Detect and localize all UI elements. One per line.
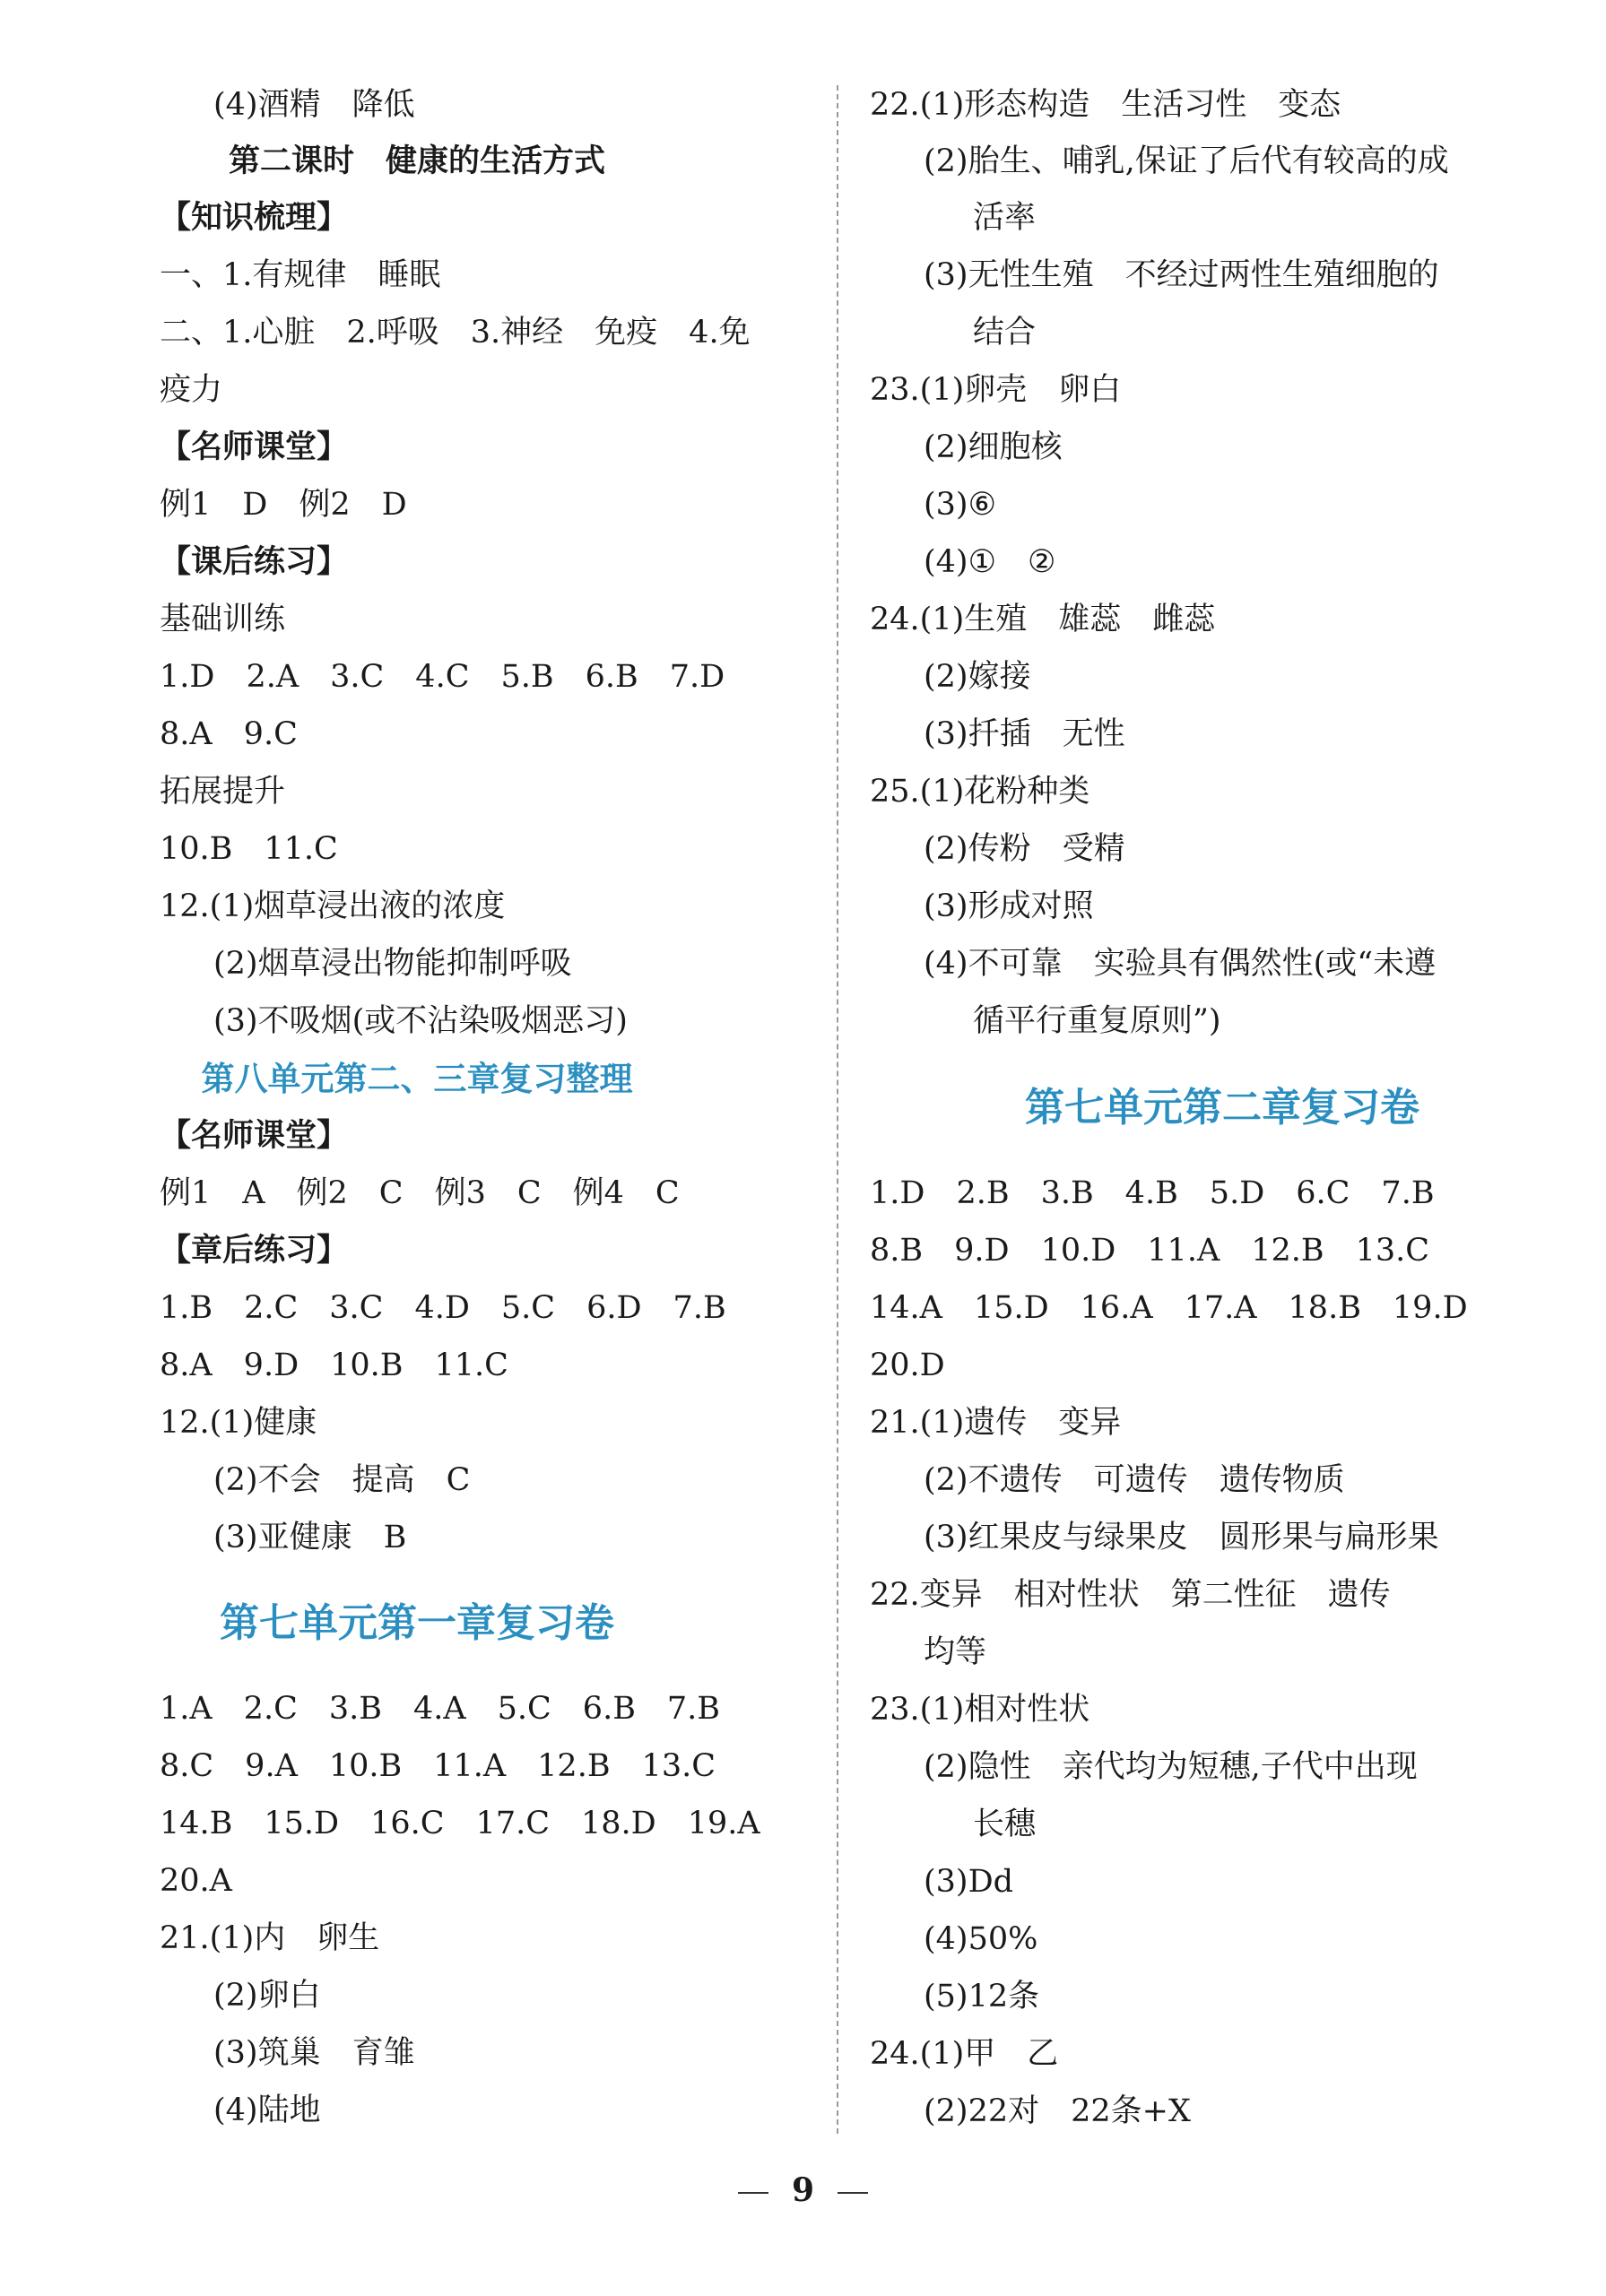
subsection-label: 拓展提升: [160, 774, 286, 810]
answer-line: (2)隐性 亲代均为短穗,子代中出现: [924, 1749, 1418, 1785]
answer-line: 20.A: [160, 1863, 232, 1899]
answer-line: (3)不吸烟(或不沾染吸烟恶习): [213, 1003, 628, 1039]
answer-line: 14.A 15.D 16.A 17.A 18.B 19.D: [870, 1290, 1468, 1326]
section-label: 【课后练习】: [160, 543, 349, 580]
answer-line: (2)卵白: [213, 1978, 321, 2014]
subsection-label: 基础训练: [160, 602, 286, 637]
answer-line: (2)烟草浸出物能抑制呼吸: [213, 946, 572, 982]
answer-line: (4)酒精 降低: [213, 87, 415, 123]
answer-line: 例1 A 例2 C 例3 C 例4 C: [160, 1175, 680, 1211]
answer-line: 疫力: [160, 372, 223, 408]
answer-line: (3)Dd: [924, 1864, 1014, 1900]
answer-line: (3)亚健康 B: [213, 1520, 407, 1555]
section-label: 【章后练习】: [160, 1232, 349, 1269]
answer-line: (2)嫁接: [924, 659, 1031, 695]
answer-line: (3)扦插 无性: [924, 716, 1125, 752]
answer-line: (5)12条: [924, 1979, 1040, 2014]
answer-line: 结合: [973, 315, 1037, 351]
answer-line: (3)红果皮与绿果皮 圆形果与扁形果: [924, 1520, 1439, 1555]
answer-line: 8.A 9.D 10.B 11.C: [160, 1347, 508, 1383]
answer-line: (3)形成对照: [924, 888, 1094, 924]
answer-line: 21.(1)遗传 变异: [870, 1405, 1122, 1441]
answer-line: 二、1.心脏 2.呼吸 3.神经 免疫 4.免: [160, 315, 751, 351]
answer-line: 例1 D 例2 D: [160, 487, 407, 523]
answer-line: 12.(1)烟草浸出液的浓度: [160, 888, 506, 924]
answer-line: 22.变异 相对性状 第二性征 遗传: [870, 1577, 1391, 1613]
answer-line: (4)不可靠 实验具有偶然性(或“未遵: [924, 946, 1437, 982]
answer-line: (4)① ②: [924, 544, 1056, 580]
answer-line: (2)不会 提高 C: [213, 1462, 471, 1498]
answer-line: 22.(1)形态构造 生活习性 变态: [870, 87, 1341, 123]
answer-line: 循平行重复原则”): [973, 1003, 1221, 1039]
answer-line: (3)无性生殖 不经过两性生殖细胞的: [924, 257, 1439, 293]
answer-line: 14.B 15.D 16.C 17.C 18.D 19.A: [160, 1806, 760, 1841]
answer-line: 8.B 9.D 10.D 11.A 12.B 13.C: [870, 1233, 1430, 1269]
page-number: 9: [791, 2171, 815, 2209]
answer-line: 8.A 9.C: [160, 716, 298, 752]
lesson-title: 第二课时 健康的生活方式: [228, 143, 605, 179]
answer-line: (2)细胞核: [924, 429, 1063, 465]
section-label: 【知识梳理】: [160, 199, 349, 236]
answer-line: 23.(1)相对性状: [870, 1692, 1090, 1728]
answer-line: 1.D 2.B 3.B 4.B 5.D 6.C 7.B: [870, 1175, 1435, 1211]
footer-dash-right: [838, 2192, 868, 2194]
answer-line: 长穗: [973, 1806, 1037, 1842]
answer-line: (3)⑥: [924, 487, 996, 523]
chapter-review-heading: 第七单元第一章复习卷: [220, 1600, 614, 1646]
answer-line: (2)不遗传 可遗传 遗传物质: [924, 1462, 1345, 1498]
answer-line: 8.C 9.A 10.B 11.A 12.B 13.C: [160, 1748, 716, 1784]
section-label: 【名师课堂】: [160, 429, 349, 465]
answer-line: 23.(1)卵壳 卵白: [870, 372, 1122, 408]
answer-line: 24.(1)甲 乙: [870, 2036, 1059, 2072]
answer-line: 10.B 11.C: [160, 831, 338, 867]
answer-line: 1.A 2.C 3.B 4.A 5.C 6.B 7.B: [160, 1691, 721, 1727]
answer-line: (3)筑巢 育雏: [213, 2035, 415, 2071]
footer-dash-left: [738, 2192, 768, 2194]
answer-line: 24.(1)生殖 雄蕊 雌蕊: [870, 602, 1216, 637]
answer-line: 1.B 2.C 3.C 4.D 5.C 6.D 7.B: [160, 1290, 726, 1326]
answer-line: 21.(1)内 卵生: [160, 1920, 380, 1956]
answer-line: (2)22对 22条+X: [924, 2093, 1191, 2129]
page-footer: [0, 2168, 1606, 2213]
section-label: 【名师课堂】: [160, 1117, 349, 1154]
answer-line: 活率: [973, 200, 1037, 236]
answer-line: (2)传粉 受精: [924, 831, 1125, 867]
answer-line: 均等: [924, 1634, 987, 1670]
answer-line: (4)陆地: [213, 2092, 321, 2128]
answer-line: 12.(1)健康: [160, 1405, 317, 1441]
chapter-review-heading: 第七单元第二章复习卷: [1025, 1085, 1419, 1131]
answer-line: 20.D: [870, 1347, 945, 1383]
chapter-heading: 第八单元第二、三章复习整理: [201, 1059, 633, 1098]
answer-line: (4)50%: [924, 1921, 1038, 1957]
answer-line: 一、1.有规律 睡眠: [160, 257, 441, 293]
answer-line: 25.(1)花粉种类: [870, 774, 1090, 810]
answer-line: (2)胎生、哺乳,保证了后代有较高的成: [924, 143, 1449, 179]
answer-line: 1.D 2.A 3.C 4.C 5.B 6.B 7.D: [160, 659, 725, 695]
